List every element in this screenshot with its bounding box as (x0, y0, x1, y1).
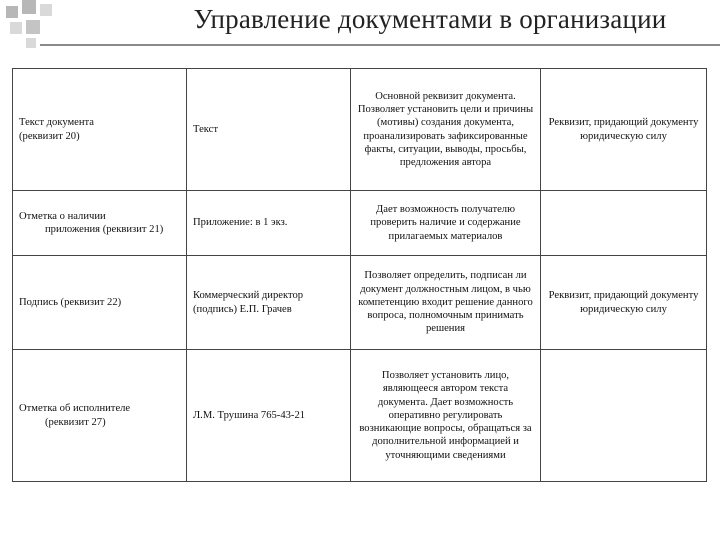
table-row (13, 191, 707, 256)
requisite-cell (13, 350, 187, 482)
legal-force-cell: Реквизит, придающий документу юридическую силу (541, 256, 707, 350)
requisite-name: Отметка о наличии (19, 210, 106, 222)
requisite-cell (13, 191, 187, 256)
requisite-number: приложения (реквизит 21) (45, 224, 164, 235)
legal-force-cell (541, 350, 707, 482)
value-cell: Текст (187, 69, 351, 191)
decor-square (10, 22, 22, 34)
requisite-cell (13, 256, 187, 350)
description-cell: Основной реквизит документа. Позволяет установить цели и причины (мотивы) создания документа, проанализировать зафиксированные факты, ситуации, выводы, просьбы, предложения автора (351, 69, 541, 191)
requisite-number: (реквизит 27) (45, 416, 106, 428)
description-cell: Позволяет определить, подписан ли документ должностным лицом, в чью компетенцию входит решение данного вопроса, полномочным принимать решения (351, 256, 541, 350)
description-cell: Дает возможность получателю проверить наличие и содержание прилагаемых материалов (351, 191, 541, 256)
table-row (13, 69, 707, 191)
requisite-name: Подпись (реквизит 22) (19, 296, 122, 308)
value-cell: Приложение: в 1 экз. (187, 191, 351, 256)
requisites-table (12, 68, 707, 482)
decor-square (26, 20, 40, 34)
requisite-name: Текст документа (19, 117, 95, 129)
requisite-name: Отметка об исполнителе (19, 403, 131, 415)
legal-force-cell: Реквизит, придающий документу юридическую силу (541, 69, 707, 191)
decor-square (22, 0, 36, 14)
table-row (13, 350, 707, 482)
table-row (13, 256, 707, 350)
legal-force-cell (541, 191, 707, 256)
decor-square (26, 38, 36, 48)
page-title: Управление документами в организации (193, 4, 667, 34)
value-cell: Коммерческий директор (подпись) Е.П. Грачев (187, 256, 351, 350)
description-cell: Позволяет установить лицо, являющееся автором текста документа. Дает возможность оперативно регулировать возникающие вопросы, обращаться за дополнительной информацией и уточняющими сведениями (351, 350, 541, 482)
requisite-cell (13, 69, 187, 191)
decor-square (40, 4, 52, 16)
title-divider (40, 44, 720, 46)
value-cell: Л.М. Трушина 765-43-21 (187, 350, 351, 482)
decor-square (6, 6, 18, 18)
requisite-number: (реквизит 20) (19, 130, 80, 142)
